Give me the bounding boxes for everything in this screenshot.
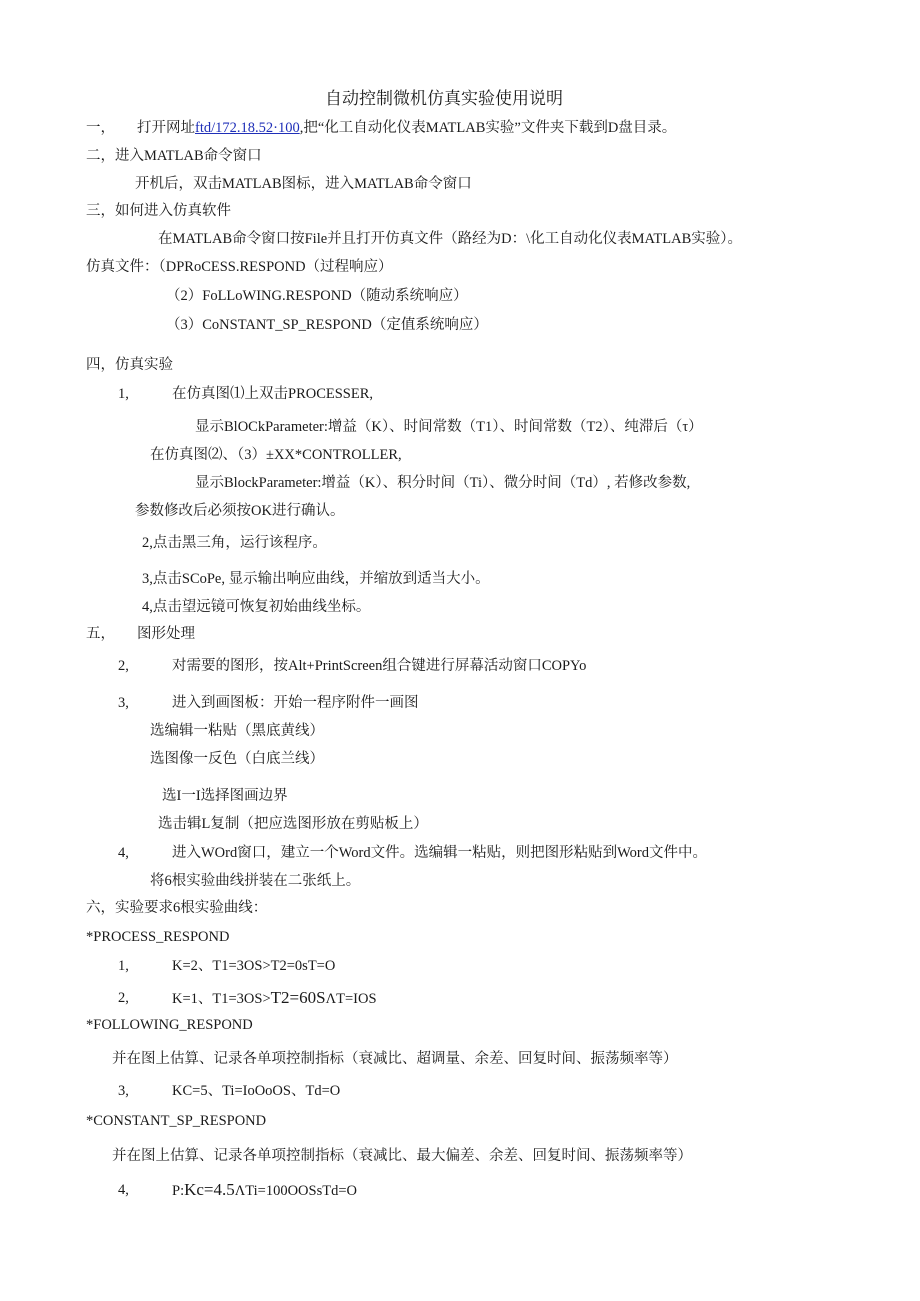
experiment-2-params-b: ΛT=IOS bbox=[325, 991, 377, 1007]
graphics-step-3-invert: 选图像一反色（白底兰线） bbox=[150, 751, 324, 767]
following-respond-label: *FOLLOWING_RESPOND bbox=[86, 1017, 253, 1033]
section-2-heading: 二，进入MATLAB命令窗口 bbox=[86, 148, 262, 164]
experiment-2-params-t2: T2=60S bbox=[270, 988, 326, 1007]
section-1-number: 一， bbox=[86, 120, 115, 136]
experiment-4-params-b: ΛTi=100OOSsTd=O bbox=[234, 1183, 357, 1199]
section-5-heading: 图形处理 bbox=[137, 626, 195, 642]
graphics-step-2-text: 对需要的图形，按Alt+PrintScreen组合键进行屏幕活动窗口COPYo bbox=[172, 658, 587, 674]
simulation-file-2: （2）FoLLoWING.RESPOND（随动系统响应） bbox=[166, 288, 468, 304]
document-title: 自动控制微机仿真实验使用说明 bbox=[325, 89, 563, 108]
section-4-heading: 四，仿真实验 bbox=[86, 357, 173, 373]
simulation-file-3: （3）CoNSTANT_SP_RESPOND（定值系统响应） bbox=[166, 317, 488, 333]
step-4-text: 4,点击望远镜可恢复初始曲线坐标。 bbox=[142, 599, 371, 615]
graphics-step-3-copy: 选击辑L复制（把应选图形放在剪贴板上） bbox=[158, 816, 428, 832]
section-1-line bbox=[137, 118, 676, 138]
graphics-step-4-number: 4, bbox=[118, 845, 129, 861]
section-3-heading: 三，如何进入仿真软件 bbox=[86, 203, 231, 219]
graphics-step-4-text: 进入WOrd窗口，建立一个Word文件。选编辑一粘贴，则把图形粘贴到Word文件中。 bbox=[172, 845, 707, 861]
ftp-address-link[interactable]: ftd/172.18.52·100 bbox=[195, 120, 300, 136]
experiment-4-params-kc: Kc=4.5 bbox=[184, 1180, 235, 1199]
section-2-body: 开机后，双击MATLAB图标，进入MATLAB命令窗口 bbox=[135, 176, 472, 192]
section-3-body: 在MATLAB命令窗口按File并且打开仿真文件（路经为D：\化工自动化仪表MATLAB实验）。 bbox=[158, 231, 743, 247]
graphics-step-3-select: 选I一I选择图画边界 bbox=[162, 788, 288, 804]
graphics-step-3-paste: 选编辑一粘贴（黑底黄线） bbox=[150, 723, 324, 739]
step-1b-text: 在仿真图⑵、（3）±XX*CONTROLLER, bbox=[150, 447, 402, 463]
experiment-2-params-a: K=1、T1=3OS> bbox=[172, 991, 271, 1007]
experiment-4-params bbox=[172, 1180, 357, 1201]
section-5-number: 五， bbox=[86, 626, 115, 642]
experiment-1-params: K=2、T1=3OS>T2=0sT=O bbox=[172, 958, 336, 974]
graphics-step-4-note: 将6根实验曲线拼装在二张纸上。 bbox=[150, 873, 361, 889]
step-1-text: 在仿真图⑴上双击PROCESSER, bbox=[172, 386, 374, 402]
experiment-1-number: 1, bbox=[118, 958, 129, 974]
experiment-4-params-a: P: bbox=[172, 1183, 185, 1199]
step-1b-detail: 显示BlockParameter:增益（K）、积分时间（Ti）、微分时间（Td）, 若修改参数, bbox=[195, 475, 691, 491]
constant-sp-respond-label: *CONSTANT_SP_RESPOND bbox=[86, 1113, 267, 1129]
simulation-files-label: 仿真文件：（DPRoCESS.RESPOND（过程响应） bbox=[86, 259, 393, 275]
constant-note: 并在图上估算、记录各单项控制指标（衰减比、最大偏差、余差、回复时间、振荡频率等） bbox=[112, 1148, 692, 1164]
step-2-text: 2,点击黑三角，运行该程序。 bbox=[142, 535, 327, 551]
graphics-step-3-number: 3, bbox=[118, 695, 129, 711]
section-1-prefix: 打开网址 bbox=[137, 120, 195, 136]
step-1b-note: 参数修改后必须按OK进行确认。 bbox=[135, 503, 345, 519]
step-3-text: 3,点击SCoPe, 显示输出响应曲线，并缩放到适当大小。 bbox=[142, 571, 490, 587]
experiment-4-number: 4, bbox=[118, 1182, 129, 1198]
section-1-suffix: ,把“化工自动化仪表MATLAB实验”文件夹下载到D盘目录。 bbox=[299, 120, 677, 136]
step-1-number: 1, bbox=[118, 386, 129, 402]
step-1-detail: 显示BlOCkParameter:增益（K）、时间常数（T1）、时间常数（T2）、纯滞后（τ） bbox=[195, 419, 703, 435]
experiment-3-params: KC=5、Ti=IoOoOS、Td=O bbox=[172, 1083, 341, 1099]
following-note: 并在图上估算、记录各单项控制指标（衰减比、超调量、余差、回复时间、振荡频率等） bbox=[112, 1051, 678, 1067]
section-6-heading: 六，实验要求6根实验曲线： bbox=[86, 900, 268, 916]
graphics-step-2-number: 2, bbox=[118, 658, 129, 674]
process-respond-label: *PROCESS_RESPOND bbox=[86, 929, 230, 945]
experiment-3-number: 3, bbox=[118, 1083, 129, 1099]
graphics-step-3-text: 进入到画图板：开始一程序附件一画图 bbox=[172, 695, 419, 711]
experiment-2-number: 2, bbox=[118, 990, 129, 1006]
experiment-2-params bbox=[172, 988, 377, 1009]
